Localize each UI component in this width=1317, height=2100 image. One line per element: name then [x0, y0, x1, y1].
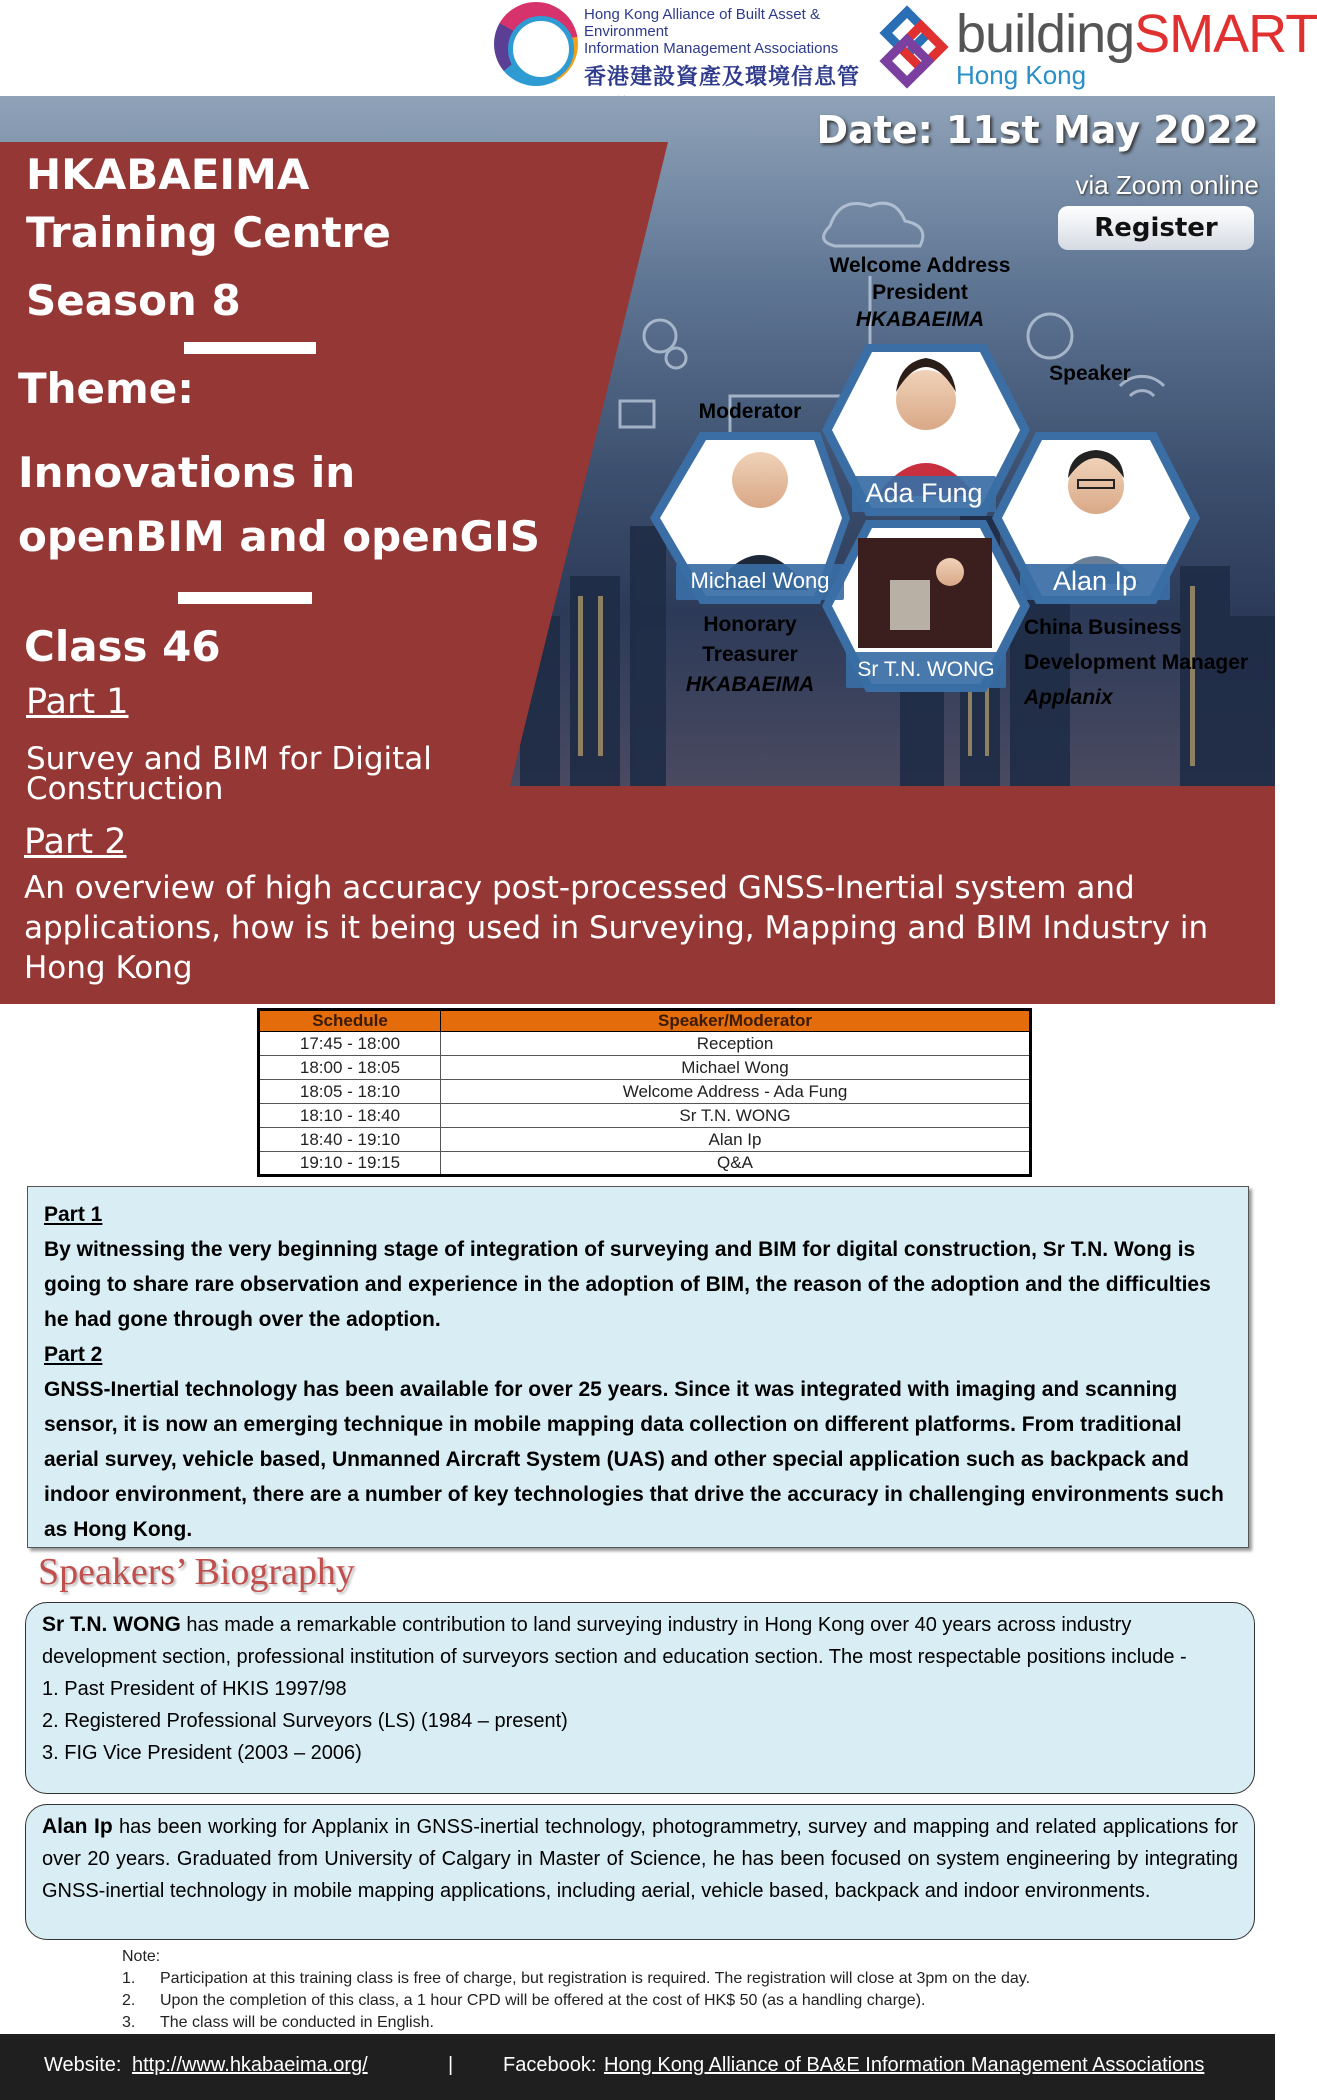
michael-wong-caption [670, 610, 830, 700]
bio1-item: 2. Registered Professional Surveyors (LS) (1984 – present) [42, 1710, 568, 1732]
note-item: 2. Upon the completion of this class, a 1 hour CPD will be offered at the cost of HK$ 50 (as a handling charge). [122, 1992, 926, 2009]
ada-fung-caption [800, 252, 1040, 333]
time-cell: 19:10 - 19:15 [259, 1152, 441, 1176]
bio-tn-wong [25, 1602, 1255, 1794]
time-cell: 17:45 - 18:00 [259, 1032, 441, 1056]
theme-line2: openBIM and openGIS [18, 512, 540, 561]
schedule-table [257, 1008, 1032, 1177]
bs-logo-smart: SMART [1134, 4, 1317, 64]
bs-logo-word: building [956, 4, 1135, 64]
hkabaeima-emblem-icon [494, 2, 578, 86]
alan-title-line1: China Business [1024, 616, 1182, 639]
bio1-item: 3. FIG Vice President (2003 – 2006) [42, 1742, 362, 1764]
table-row [259, 1152, 1031, 1176]
theme-label: Theme: [18, 364, 195, 413]
hkabaeima-logo [492, 0, 872, 92]
hkab-logo-line1: Hong Kong Alliance of Built Asset & Environment [584, 6, 820, 40]
table-row [259, 1080, 1031, 1104]
website-link[interactable]: http://www.hkabaeima.org/ [132, 2054, 368, 2076]
website-label: Website: [44, 2054, 122, 2076]
title-line3: Season 8 [26, 276, 241, 325]
note-item: 3. The class will be conducted in English. [122, 2014, 434, 2031]
buildingsmart-emblem-icon [878, 12, 950, 84]
note-item: 1. Participation at this training class is free of charge, but registration is required. The registration will close at 3pm on the day. [122, 1970, 1031, 1987]
michael-title-line1: Honorary [703, 613, 797, 636]
michael-wong-name: Michael Wong [690, 568, 830, 593]
bio1-item: 1. Past President of HKIS 1997/98 [42, 1678, 347, 1700]
time-cell: 18:05 - 18:10 [259, 1080, 441, 1104]
bio2-text: has been working for Applanix in GNSS-inertial technology, photogrammetry, survey and mapping and related applications for over 20 years. Graduated from University of Calgary in Master of Science, he has been focused on system engineering by integrating GNSS-inertial technology in mobile mapping applications, including aerial, vehicle based, backpack and indoor environments. [42, 1816, 1238, 1902]
ada-fung-name: Ada Fung [865, 478, 983, 508]
desc-part2-heading: Part 2 [44, 1343, 103, 1366]
register-button[interactable]: Register [1058, 206, 1254, 250]
speaker-label: Speaker [1049, 362, 1131, 385]
theme-line1: Innovations in [18, 448, 356, 497]
activity-cell: Sr T.N. WONG [441, 1104, 1031, 1128]
part2-title: Part 2 [24, 822, 127, 862]
biography-heading: Speakers’ Biography [38, 1551, 355, 1593]
hkab-logo-chinese: 香港建設資產及環境信息管 [584, 64, 861, 89]
activity-cell: Q&A [441, 1152, 1031, 1176]
activity-cell: Reception [441, 1032, 1031, 1056]
desc-part1-heading: Part 1 [44, 1203, 103, 1226]
title-line1: HKABAEIMA [26, 150, 310, 199]
table-row [259, 1056, 1031, 1080]
michael-title-line2: Treasurer [702, 643, 798, 666]
divider-bar [178, 592, 312, 604]
table-header-row [259, 1010, 1031, 1032]
table-row [259, 1104, 1031, 1128]
event-venue: via Zoom online [1075, 170, 1259, 200]
ada-role-line2: President [872, 281, 968, 304]
hkab-logo-line2: Information Management Associations [584, 40, 839, 57]
bio1-text: has made a remarkable contribution to land surveying industry in Hong Kong over 40 years across industry development section, professional institution of surveyors section and education section. The most respectable positions include - [42, 1614, 1187, 1668]
activity-cell: Alan Ip [441, 1128, 1031, 1152]
bio-alan-ip [25, 1804, 1255, 1940]
facebook-link[interactable]: Hong Kong Alliance of BA&E Information Management Associations [604, 2054, 1205, 2076]
footer-separator: | [448, 2054, 454, 2076]
activity-cell: Michael Wong [441, 1056, 1031, 1080]
part2-subtitle: An overview of high accuracy post-processed GNSS-Inertial system and applications, how is it being used in Surveying, Mapping and BIM Industry in Hong Kong [24, 870, 1209, 986]
notes [122, 1946, 1030, 2034]
notes-title: Note: [122, 1948, 161, 1965]
time-cell: 18:00 - 18:05 [259, 1056, 441, 1080]
tn-wong-name: Sr T.N. WONG [857, 658, 995, 681]
bio1-name: Sr T.N. WONG [42, 1613, 181, 1636]
time-cell: 18:10 - 18:40 [259, 1104, 441, 1128]
ada-org: HKABAEIMA [855, 308, 985, 331]
alan-title-line2: Development Manager [1024, 651, 1249, 674]
speaker-header: Speaker/Moderator [441, 1010, 1031, 1032]
schedule-header: Schedule [259, 1010, 441, 1032]
desc-part1-text: By witnessing the very beginning stage of integration of surveying and BIM for digital construction, Sr T.N. Wong is going to share rare observation and experience in the adoption of BIM, the reason of the adoption and the difficulties he had gone through over the adoption. [44, 1238, 1211, 1331]
class-description [27, 1186, 1249, 1548]
bs-logo-region: Hong Kong [956, 60, 1087, 90]
footer [0, 2034, 1275, 2100]
part1-title: Part 1 [26, 682, 129, 722]
alan-ip-name: Alan Ip [1052, 566, 1138, 596]
table-row [259, 1128, 1031, 1152]
activity-cell: Welcome Address - Ada Fung [441, 1080, 1031, 1104]
part1-subtitle: Survey and BIM for Digital Construction [26, 741, 432, 807]
title-line2: Training Centre [26, 208, 391, 257]
desc-part2-text: GNSS-Inertial technology has been available for over 25 years. Since it was integrated with imaging and scanning sensor, it is now an emerging technique in mobile mapping data collection on different platforms. From traditional aerial survey, vehicle based, Unmanned Aircraft System (UAS) and other special application such as backpack and indoor environment, there are a number of key technologies that drive the accuracy in challenging environments such as Hong Kong. [44, 1378, 1224, 1541]
ada-role-line1: Welcome Address [829, 254, 1011, 277]
class-number: Class 46 [24, 622, 221, 671]
event-date: Date: 11st May 2022 [816, 108, 1259, 152]
bio2-name: Alan Ip [42, 1815, 113, 1838]
moderator-label: Moderator [698, 400, 802, 423]
alan-ip-caption [1024, 610, 1274, 715]
divider-bar [184, 342, 316, 354]
alan-org: Applanix [1024, 686, 1113, 709]
table-row [259, 1032, 1031, 1056]
buildingsmart-logo [876, 4, 1317, 92]
time-cell: 18:40 - 19:10 [259, 1128, 441, 1152]
michael-org: HKABAEIMA [685, 673, 815, 696]
facebook-label: Facebook: [503, 2054, 597, 2076]
